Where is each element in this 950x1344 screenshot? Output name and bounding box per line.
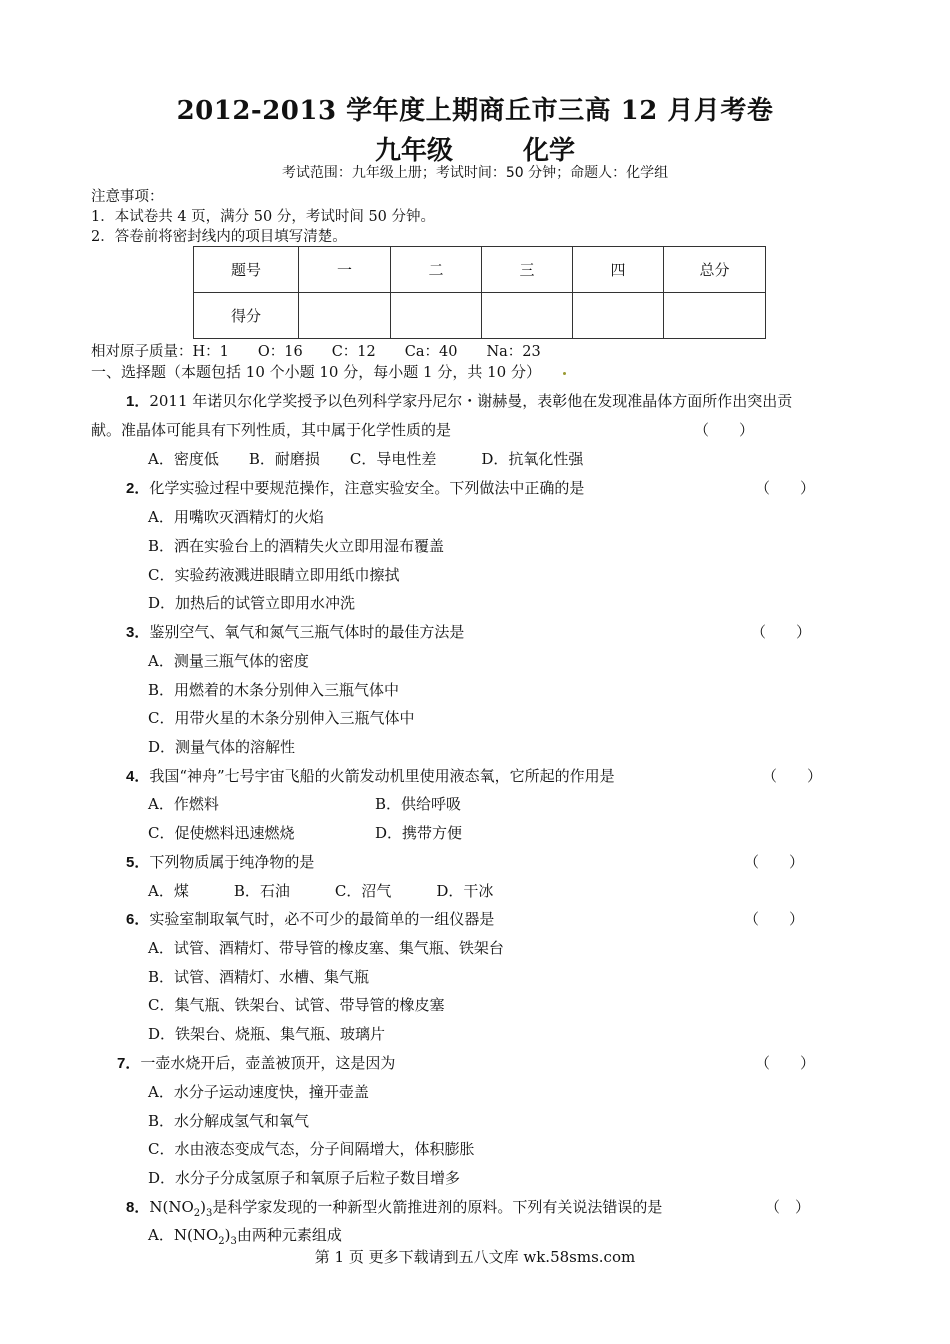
question-6 xyxy=(126,908,494,929)
score-cell: 得分 xyxy=(194,293,299,339)
option-c: C．实验药液溅进眼睛立即用纸巾擦拭 xyxy=(148,566,400,584)
option-c: C．促使燃料迅速燃烧 xyxy=(148,824,295,842)
question-5 xyxy=(126,851,314,872)
score-cell: 二 xyxy=(391,247,482,293)
option-d: D．加热后的试管立即用水冲洗 xyxy=(148,594,356,612)
option-d: D．测量气体的溶解性 xyxy=(148,738,296,756)
formula-subscript: 2 xyxy=(218,1236,225,1247)
option-a: A．测量三瓶气体的密度 xyxy=(148,652,309,670)
note-item: 2．答卷前将密封线内的项目填写清楚。 xyxy=(91,229,347,245)
question-number: 1． xyxy=(126,393,150,410)
option-d: D．铁架台、烧瓶、集气瓶、玻璃片 xyxy=(148,1025,386,1043)
question-text: 实验室制取氧气时，必不可少的最简单的一组仪器是 xyxy=(149,910,495,928)
option-a: A．用嘴吹灭酒精灯的火焰 xyxy=(148,508,324,526)
option-b: B．用燃着的木条分别伸入三瓶气体中 xyxy=(148,681,400,699)
question-number: 5． xyxy=(126,854,150,871)
option-c: C．水由液态变成气态，分子间隔增大，体积膨胀 xyxy=(148,1140,475,1158)
notes-heading: 注意事项： xyxy=(91,189,164,205)
page-footer[interactable]: 第 1 页 更多下载请到五八文库 wk.58sms.com xyxy=(314,1248,636,1266)
score-cell: 三 xyxy=(482,247,573,293)
score-cell: 一 xyxy=(299,247,391,293)
question-number: 4． xyxy=(126,768,150,785)
answer-blank[interactable]: （ ） xyxy=(694,421,755,439)
atomic-masses: 相对原子质量：H：1 O：16 C：12 Ca：40 Na：23 xyxy=(91,344,541,360)
note-item: 1．本试卷共 4 页，满分 50 分，考试时间 50 分钟。 xyxy=(91,209,436,225)
score-input-cell[interactable] xyxy=(299,293,391,339)
question-4 xyxy=(126,765,615,786)
formula-part: N(NO xyxy=(149,1198,194,1216)
formula-part: ) xyxy=(200,1198,206,1216)
subject-label: 化学 xyxy=(523,136,576,166)
question-8 xyxy=(126,1196,662,1219)
question-2 xyxy=(126,477,584,498)
chemical-formula xyxy=(149,1198,213,1219)
grade-label: 九年级 xyxy=(374,136,453,166)
section-heading: 一、选择题（本题包括 10 个小题 10 分，每小题 1 分，共 10 分） xyxy=(91,363,541,381)
question-text: 是科学家发现的一种新型火箭推进剂的原料。下列有关说法错误的是 xyxy=(212,1198,663,1216)
question-number: 3． xyxy=(126,624,150,641)
formula-part: ) xyxy=(224,1226,231,1244)
answer-blank[interactable]: （ ） xyxy=(751,623,812,641)
score-table xyxy=(193,246,766,339)
answer-blank[interactable]: （ ） xyxy=(765,1198,811,1216)
question-number: 7． xyxy=(117,1055,141,1072)
question-text: 2011 年诺贝尔化学奖授予以色列科学家丹尼尔・谢赫曼，表彰他在发现准晶体方面所作出突出贡 xyxy=(149,392,793,410)
score-cell: 题号 xyxy=(194,247,299,293)
question-options: A．密度低 B．耐磨损 C．导电性差 D．抗氧化性强 xyxy=(148,450,584,468)
score-cell: 四 xyxy=(573,247,664,293)
option-b: B．洒在实验台上的酒精失火立即用湿布覆盖 xyxy=(148,537,445,555)
answer-blank[interactable]: （ ） xyxy=(744,853,805,871)
option-a: A．水分子运动速度快，撞开壶盖 xyxy=(148,1083,369,1101)
score-input-cell[interactable] xyxy=(664,293,766,339)
question-text: 化学实验过程中要规范操作，注意实验安全。下列做法中正确的是 xyxy=(149,479,585,497)
option-a xyxy=(148,1224,342,1247)
stray-mark xyxy=(563,372,566,375)
score-table-score-row xyxy=(194,293,766,339)
option-a: A．试管、酒精灯、带导管的橡皮塞、集气瓶、铁架台 xyxy=(148,939,504,957)
score-input-cell[interactable] xyxy=(391,293,482,339)
option-a: A．作燃料 xyxy=(148,795,219,813)
answer-blank[interactable]: （ ） xyxy=(744,910,805,928)
question-text: 鉴别空气、氧气和氮气三瓶气体时的最佳方法是 xyxy=(149,623,465,641)
option-text: 由两种元素组成 xyxy=(236,1226,342,1244)
score-cell: 总分 xyxy=(664,247,766,293)
option-d: D．携带方便 xyxy=(375,824,463,842)
question-number: 8． xyxy=(126,1199,150,1216)
score-input-cell[interactable] xyxy=(482,293,573,339)
question-1-line2: 献。准晶体可能具有下列性质，其中属于化学性质的是 xyxy=(91,421,452,439)
option-d: D．水分子分成氢原子和氧原子后粒子数目增多 xyxy=(148,1169,461,1187)
answer-blank[interactable]: （ ） xyxy=(755,479,816,497)
option-c: C．用带火星的木条分别伸入三瓶气体中 xyxy=(148,709,415,727)
option-label: A． xyxy=(148,1226,174,1244)
formula-subscript: 2 xyxy=(193,1208,201,1219)
option-b: B．试管、酒精灯、水槽、集气瓶 xyxy=(148,968,370,986)
answer-blank[interactable]: （ ） xyxy=(762,767,823,785)
question-number: 2． xyxy=(126,480,150,497)
question-text: 一壶水烧开后，壶盖被顶开，这是因为 xyxy=(140,1054,396,1072)
formula-part: N(NO xyxy=(173,1226,219,1244)
question-1 xyxy=(126,390,792,411)
formula-subscript: 3 xyxy=(230,1236,237,1247)
question-3 xyxy=(126,621,464,642)
question-7 xyxy=(117,1052,395,1073)
question-options: A．煤 B．石油 C．沼气 D．干冰 xyxy=(148,882,494,900)
formula-subscript: 3 xyxy=(205,1208,213,1219)
question-text: 我国“神舟”七号宇宙飞船的火箭发动机里使用液态氧，它所起的作用是 xyxy=(149,767,615,785)
option-b: B．水分解成氢气和氧气 xyxy=(148,1112,310,1130)
option-b: B．供给呼吸 xyxy=(375,795,462,813)
score-input-cell[interactable] xyxy=(573,293,664,339)
score-table-header-row xyxy=(194,247,766,293)
question-number: 6． xyxy=(126,911,150,928)
question-text: 下列物质属于纯净物的是 xyxy=(149,853,315,871)
option-c: C．集气瓶、铁架台、试管、带导管的橡皮塞 xyxy=(148,996,445,1014)
exam-meta: 考试范围：九年级上册；考试时间：50 分钟；命题人：化学组 xyxy=(281,165,669,181)
exam-title: 2012-2013 学年度上期商丘市三高 12 月月考卷 xyxy=(176,96,774,126)
answer-blank[interactable]: （ ） xyxy=(755,1054,816,1072)
